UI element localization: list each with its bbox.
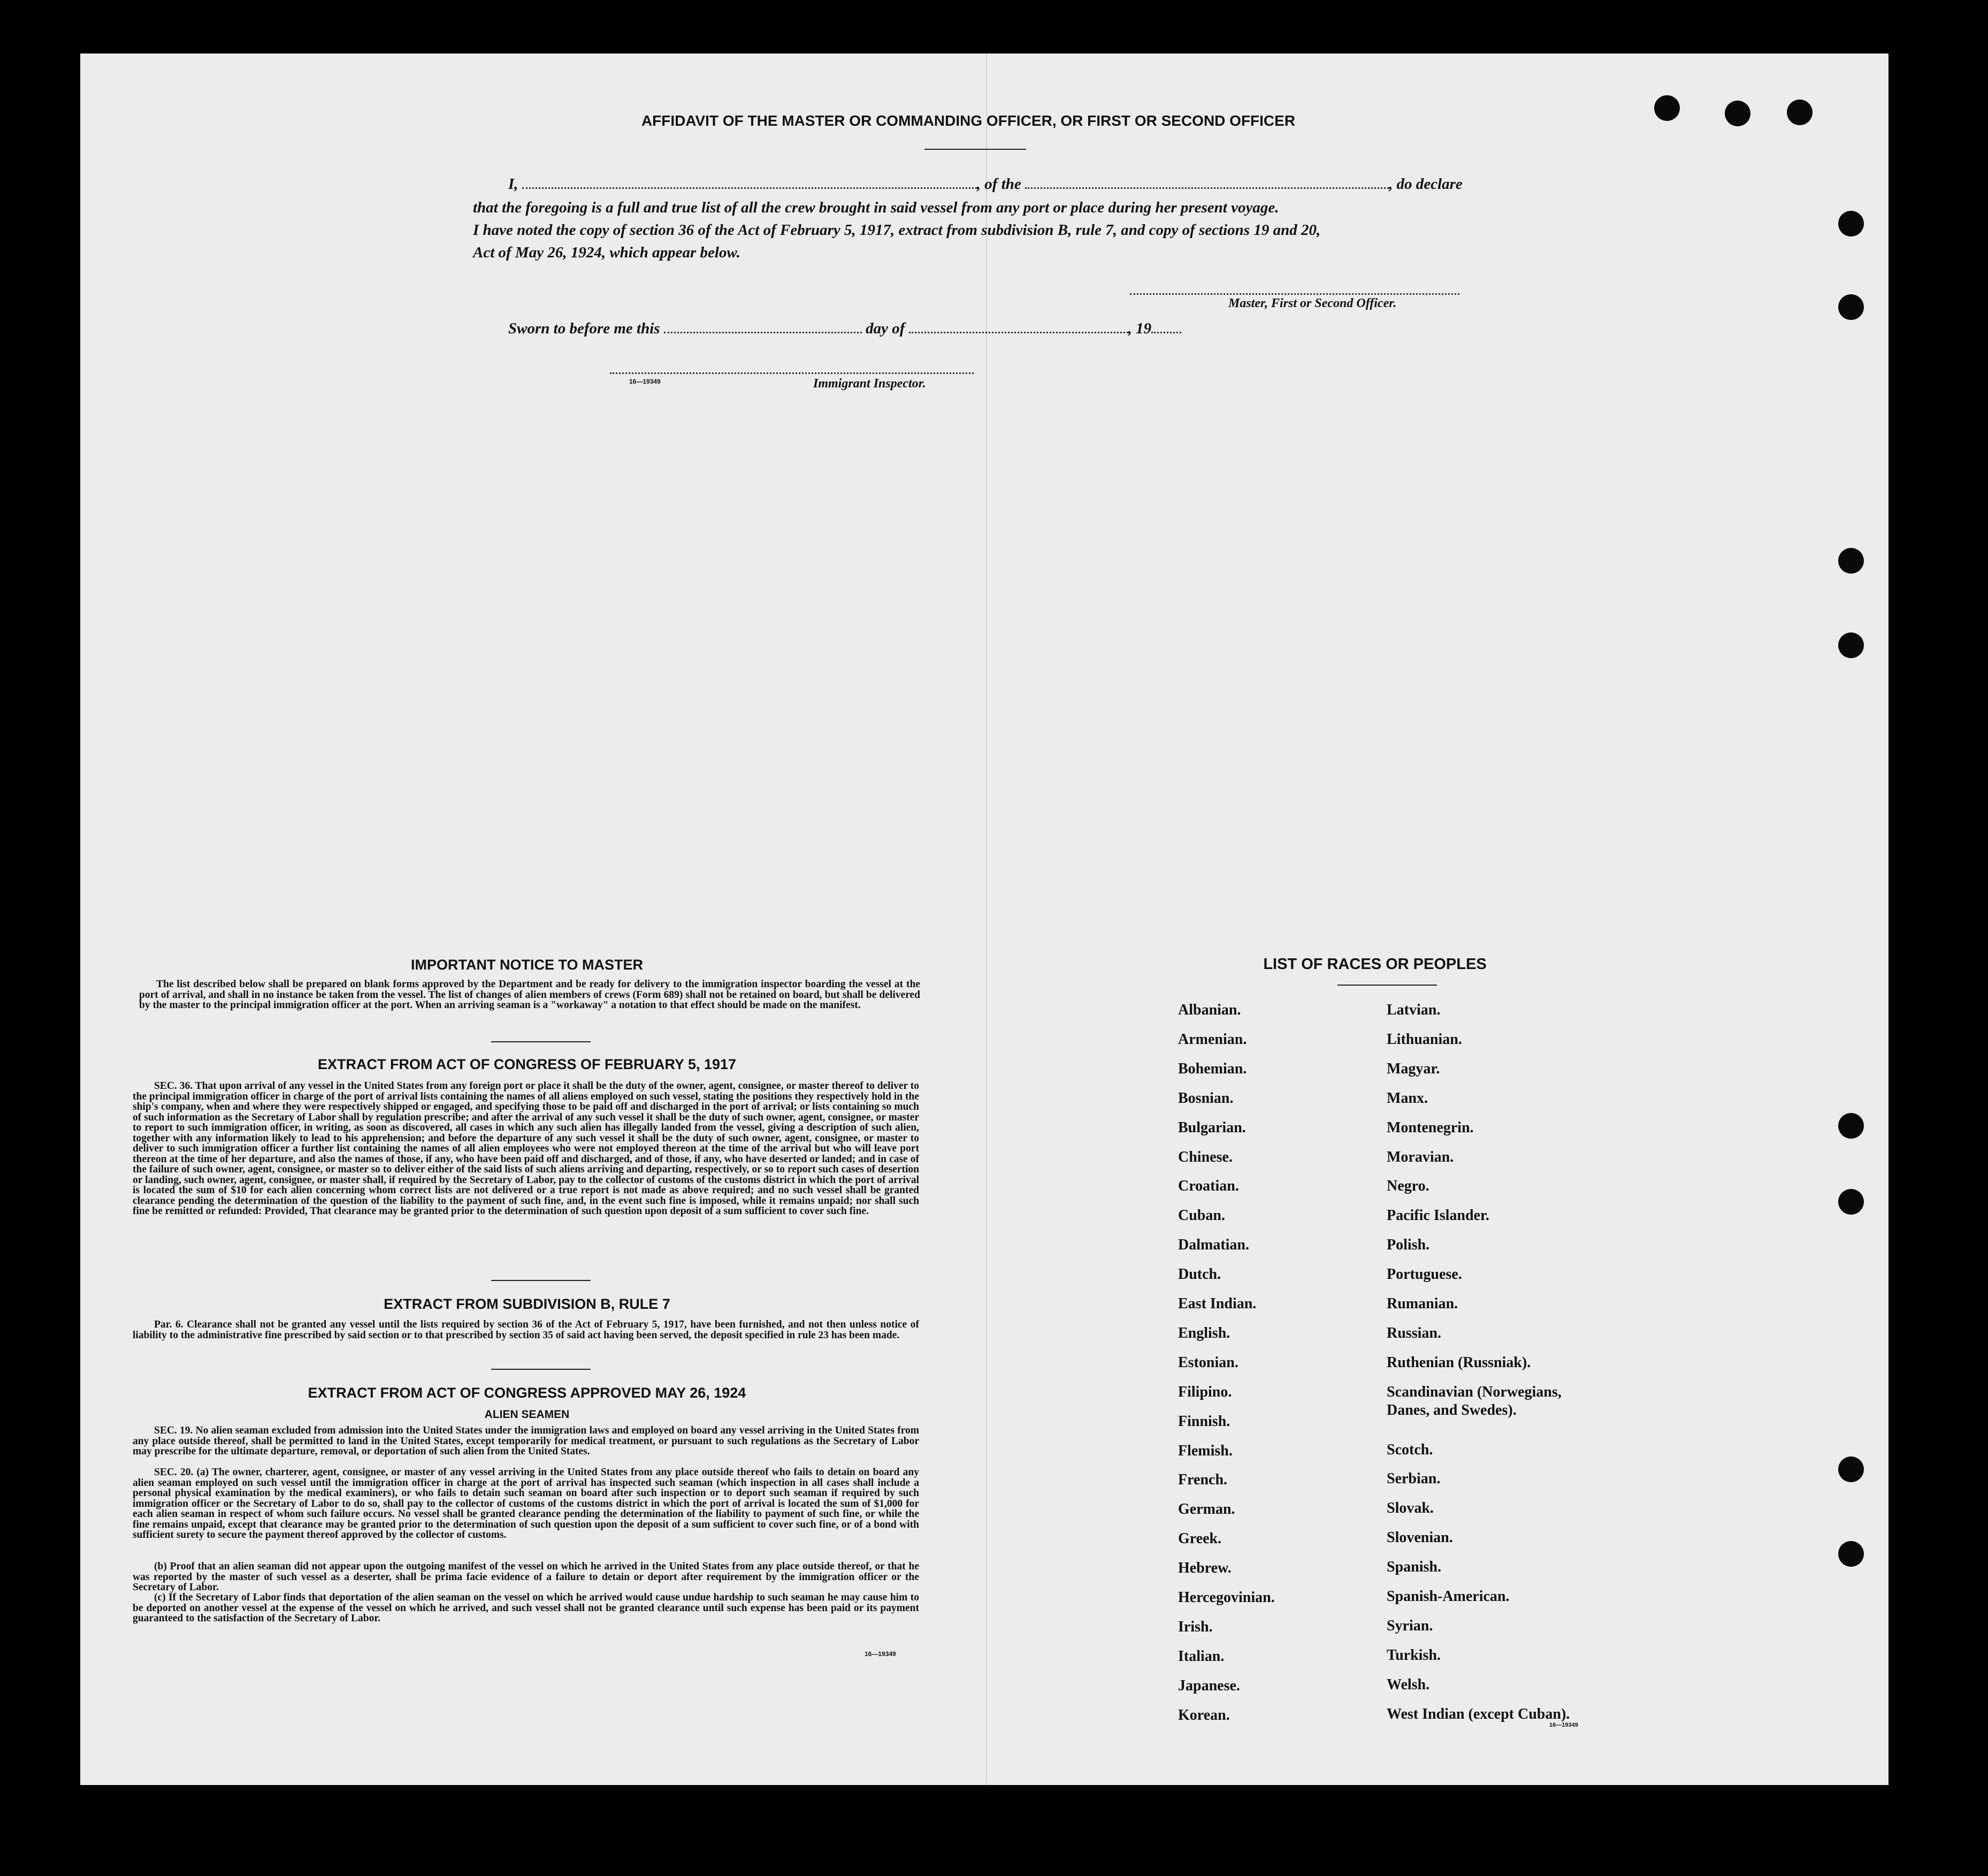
month-blank [909, 332, 1128, 333]
race-item: Portuguese. [1387, 1266, 1462, 1283]
signature-label: Master, First or Second Officer. [1228, 296, 1397, 310]
race-item: German. [1178, 1501, 1235, 1517]
center-fold [986, 54, 987, 1785]
race-item: Welsh. [1387, 1676, 1430, 1693]
divider [491, 1041, 591, 1042]
race-item: Slovenian. [1387, 1529, 1453, 1546]
race-item: Rumanian. [1387, 1295, 1458, 1312]
divider [491, 1369, 591, 1370]
affidavit-line1 [508, 176, 1477, 193]
punch-hole [1725, 101, 1750, 126]
punch-hole [1838, 1456, 1864, 1482]
signature-line [1130, 293, 1459, 295]
year-label: , 19 [1128, 320, 1152, 337]
inspector-label: Immigrant Inspector. [813, 377, 926, 391]
race-item: Moravian. [1387, 1149, 1454, 1165]
race-item: Greek. [1178, 1530, 1222, 1547]
race-item: Hercegovinian. [1178, 1589, 1275, 1606]
sworn-line [508, 320, 1311, 338]
races-title: LIST OF RACES OR PEOPLES [1263, 956, 1487, 973]
extract-1917-title: EXTRACT FROM ACT OF CONGRESS OF FEBRUARY 5, 1917 [317, 1056, 737, 1072]
race-item: Serbian. [1387, 1470, 1441, 1487]
punch-hole [1838, 211, 1864, 237]
year-blank [1151, 332, 1181, 333]
punch-hole [1838, 1541, 1864, 1567]
extract-1924-title: EXTRACT FROM ACT OF CONGRESS APPROVED MAY 26, 1924 [308, 1385, 746, 1401]
name-blank [522, 187, 977, 189]
race-item: Lithuanian. [1387, 1031, 1462, 1048]
do-declare-label: , do declare [1389, 176, 1463, 193]
punch-hole [1838, 548, 1864, 574]
race-item: Italian. [1178, 1648, 1225, 1665]
race-item: Bulgarian. [1178, 1119, 1246, 1136]
of-the-label: , of the [976, 176, 1021, 193]
race-item: Finnish. [1178, 1413, 1230, 1430]
race-item: Croatian. [1178, 1178, 1239, 1194]
form-number: 16—19349 [629, 378, 661, 385]
divider [491, 1280, 591, 1281]
race-item: West Indian (except Cuban). [1387, 1706, 1570, 1722]
race-item: Negro. [1387, 1178, 1429, 1194]
sworn-label: Sworn to before me this [508, 320, 660, 337]
race-item: Scotch. [1387, 1442, 1433, 1458]
divider [1337, 985, 1437, 986]
extract-rule7-title: EXTRACT FROM SUBDIVISION B, RULE 7 [384, 1296, 670, 1312]
notice-body: The list described below shall be prepared on blank forms approved by the Department and be ready for delivery to the immigration inspector boarding the vessel at the port of arrival, and shall in no instance be taken from the vessel. The list of changes of alien members of crews (Form 689) shall not be retained on board, but shall be delivered by the master to the principal immigration officer at the port. When an arriving seaman is a "workaway" a notation to that effect should be made on the manifest. [139, 979, 920, 1011]
sec-20b: (b) Proof that an alien seaman did not appear upon the outgoing manifest of the vessel on which he arrived in the United States from any place outside thereof, or that he was reported by the master of such vessel as a deserter, shall be prima facie evidence of a failure to detain or deport after requirement by the immigration officer or the Secretary of Labor. [133, 1561, 919, 1593]
race-item: English. [1178, 1325, 1230, 1341]
extract-rule7-body: Par. 6. Clearance shall not be granted any vessel until the lists required by section 36 of the Act of February 5, 1917, have been furnished, and not then unless notice of liability to the administrative fine prescribed by said section or to that prescribed by section 35 of said act having been served, the deposit specified in rule 23 has been made. [133, 1319, 919, 1341]
punch-hole [1838, 1113, 1864, 1139]
race-item: Estonian. [1178, 1354, 1238, 1371]
race-item: Bosnian. [1178, 1090, 1234, 1107]
race-item: Flemish. [1178, 1443, 1233, 1459]
race-item: Spanish. [1387, 1559, 1441, 1575]
race-item: Albanian. [1178, 1002, 1241, 1018]
form-number: 16—19349 [1549, 1722, 1578, 1728]
race-item: Dalmatian. [1178, 1237, 1249, 1253]
race-item: Russian. [1387, 1325, 1441, 1341]
affidavit-title: AFFIDAVIT OF THE MASTER OR COMMANDING OFFICER, OR FIRST OR SECOND OFFICER [641, 112, 1296, 129]
punch-hole [1654, 95, 1680, 121]
race-item: Ruthenian (Russniak). [1387, 1354, 1531, 1371]
extract-1917-body: SEC. 36. That upon arrival of any vessel in the United States from any foreign port or place it shall be the duty of the owner, agent, consignee, or master thereof to deliver to the principal immigration officer in charge of the port of arrival lists containing the names of all aliens employed on such vessel, stating the positions they respectively hold in the ship's company, when and where they were respectively shipped or engaged, and specifying those to be paid off and discharged in the port of arrival; or lists containing so much of such information as the Secretary of Labor shall by regulation prescribe; and after the arrival of any such vessel it shall be the duty of such owner, agent, consignee, or master to report to such immigration officer, in writing, as soon as discovered, all cases in which any such alien has illegally landed from the vessel, giving a description of such alien, together with any information likely to lead to his apprehension; and before the departure of any such vessel it shall be the duty of such owner, agent, consignee, or master to deliver to such immigration officer a further list containing the names of all alien employees who were not employed thereon at the time of the arrival but who will leave port thereon at the time of her departure, and also the names of those, if any, who have been paid off and discharged, and of those, if any, who have deserted or landed; and in case of the failure of such owner, agent, consignee, or master so to deliver either of the said lists of such aliens arriving and departing, respectively, or so to report such cases of desertion or landing, such owner, agent, consignee, or master shall, if required by the Secretary of Labor, pay to the collector of customs of the customs district in which the port of arrival is located the sum of $10 for each alien concerning whom correct lists are not delivered or a true report is not made as above required; and no such vessel shall be granted clearance pending the determination of the question of the liability to the payment of such fine, and, in the event such fine is imposed, while it remains unpaid; nor shall such fine be remitted or refunded: Provided, That clearance may be granted prior to the determination of such question upon deposit of a sum sufficient to cover such fine. [133, 1080, 919, 1217]
extract-1924-subtitle: ALIEN SEAMEN [484, 1408, 570, 1421]
race-item: Latvian. [1387, 1002, 1441, 1018]
race-item: Spanish-American. [1387, 1588, 1510, 1605]
race-item: Irish. [1178, 1619, 1213, 1635]
day-blank [664, 332, 862, 333]
race-item: Cuban. [1178, 1207, 1225, 1224]
race-item: Dutch. [1178, 1266, 1221, 1283]
race-item: Pacific Islander. [1387, 1207, 1489, 1224]
race-item: Armenian. [1178, 1031, 1247, 1048]
race-item: Hebrew. [1178, 1560, 1232, 1576]
affidavit-line3: I have noted the copy of section 36 of the Act of February 5, 1917, extract from subdivision B, rule 7, and copy of sections 19 and 20, [473, 222, 1321, 239]
race-item: French. [1178, 1471, 1228, 1488]
race-item: Chinese. [1178, 1149, 1233, 1165]
punch-hole [1838, 294, 1864, 320]
form-number: 16—19349 [865, 1650, 896, 1658]
punch-hole [1838, 1189, 1864, 1215]
vessel-blank [1025, 187, 1389, 189]
sec-19: SEC. 19. No alien seaman excluded from admission into the United States under the immigration laws and employed on board any vessel arriving in the United States from any place outside thereof, shall be permitted to land in the United States, except temporarily for medical treatment, or pursuant to such regulations as the Secretary of Labor may prescribe for the ultimate departure, removal, or deportation of such alien from the United States. [133, 1425, 919, 1457]
race-item: Polish. [1387, 1237, 1430, 1253]
day-of-label: day of [866, 320, 905, 337]
race-item: Slovak. [1387, 1500, 1434, 1516]
punch-hole [1787, 100, 1813, 125]
divider [924, 149, 1026, 150]
notice-title: IMPORTANT NOTICE TO MASTER [411, 957, 643, 973]
race-item: Korean. [1178, 1707, 1230, 1724]
affidavit-i: I, [508, 176, 518, 193]
sec-20a: SEC. 20. (a) The owner, charterer, agent, consignee, or master of any vessel arriving in the United States from any place outside thereof who fails to detain on board any alien seaman employed on such vessel until the immigration officer in charge at the port of arrival has inspected such seaman (which inspection in all cases shall include a personal physical examination by the medical examiners), or who fails to detain such seaman on board after such inspection or to deport such seaman if required by such immigration officer or the Secretary of Labor to do so, shall pay to the collector of customs of the customs district in which the port of arrival is located the sum of $1,000 for each alien seaman in respect of whom such failure occurs. No vessel shall be granted clearance pending the determination of the liability to payment of such fine, or while the fine remains unpaid, except that clearance may be granted prior to the determination of such question upon the deposit of a sum sufficient to cover such fine, or of a bond with sufficient surety to secure the payment thereof approved by the collector of customs. [133, 1467, 919, 1541]
race-item: Manx. [1387, 1090, 1428, 1107]
race-item: Magyar. [1387, 1061, 1440, 1077]
race-item: Scandinavian (Norwegians, [1387, 1384, 1562, 1400]
sec-20c: (c) If the Secretary of Labor finds that deportation of the alien seaman on the vessel on which he arrived would cause undue hardship to such seaman he may cause him to be deported on another vessel at the expense of the vessel on which he arrived, and such vessel shall not be granted clearance until such expense has been paid or its payment guaranteed to the satisfaction of the Secretary of Labor. [133, 1592, 919, 1624]
affidavit-line2: that the foregoing is a full and true list of all the crew brought in said vessel from any port or place during her present voyage. [473, 199, 1279, 216]
race-item: Turkish. [1387, 1647, 1441, 1664]
race-item: Danes, and Swedes). [1387, 1402, 1517, 1419]
race-item: Syrian. [1387, 1618, 1433, 1634]
race-item: East Indian. [1178, 1295, 1257, 1312]
race-item: Bohemian. [1178, 1061, 1247, 1077]
punch-hole [1838, 632, 1864, 658]
race-item: Montenegrin. [1387, 1119, 1474, 1136]
race-item: Japanese. [1178, 1677, 1240, 1694]
race-item: Filipino. [1178, 1384, 1232, 1400]
inspector-line [610, 372, 974, 374]
affidavit-line4: Act of May 26, 1924, which appear below. [473, 244, 740, 261]
